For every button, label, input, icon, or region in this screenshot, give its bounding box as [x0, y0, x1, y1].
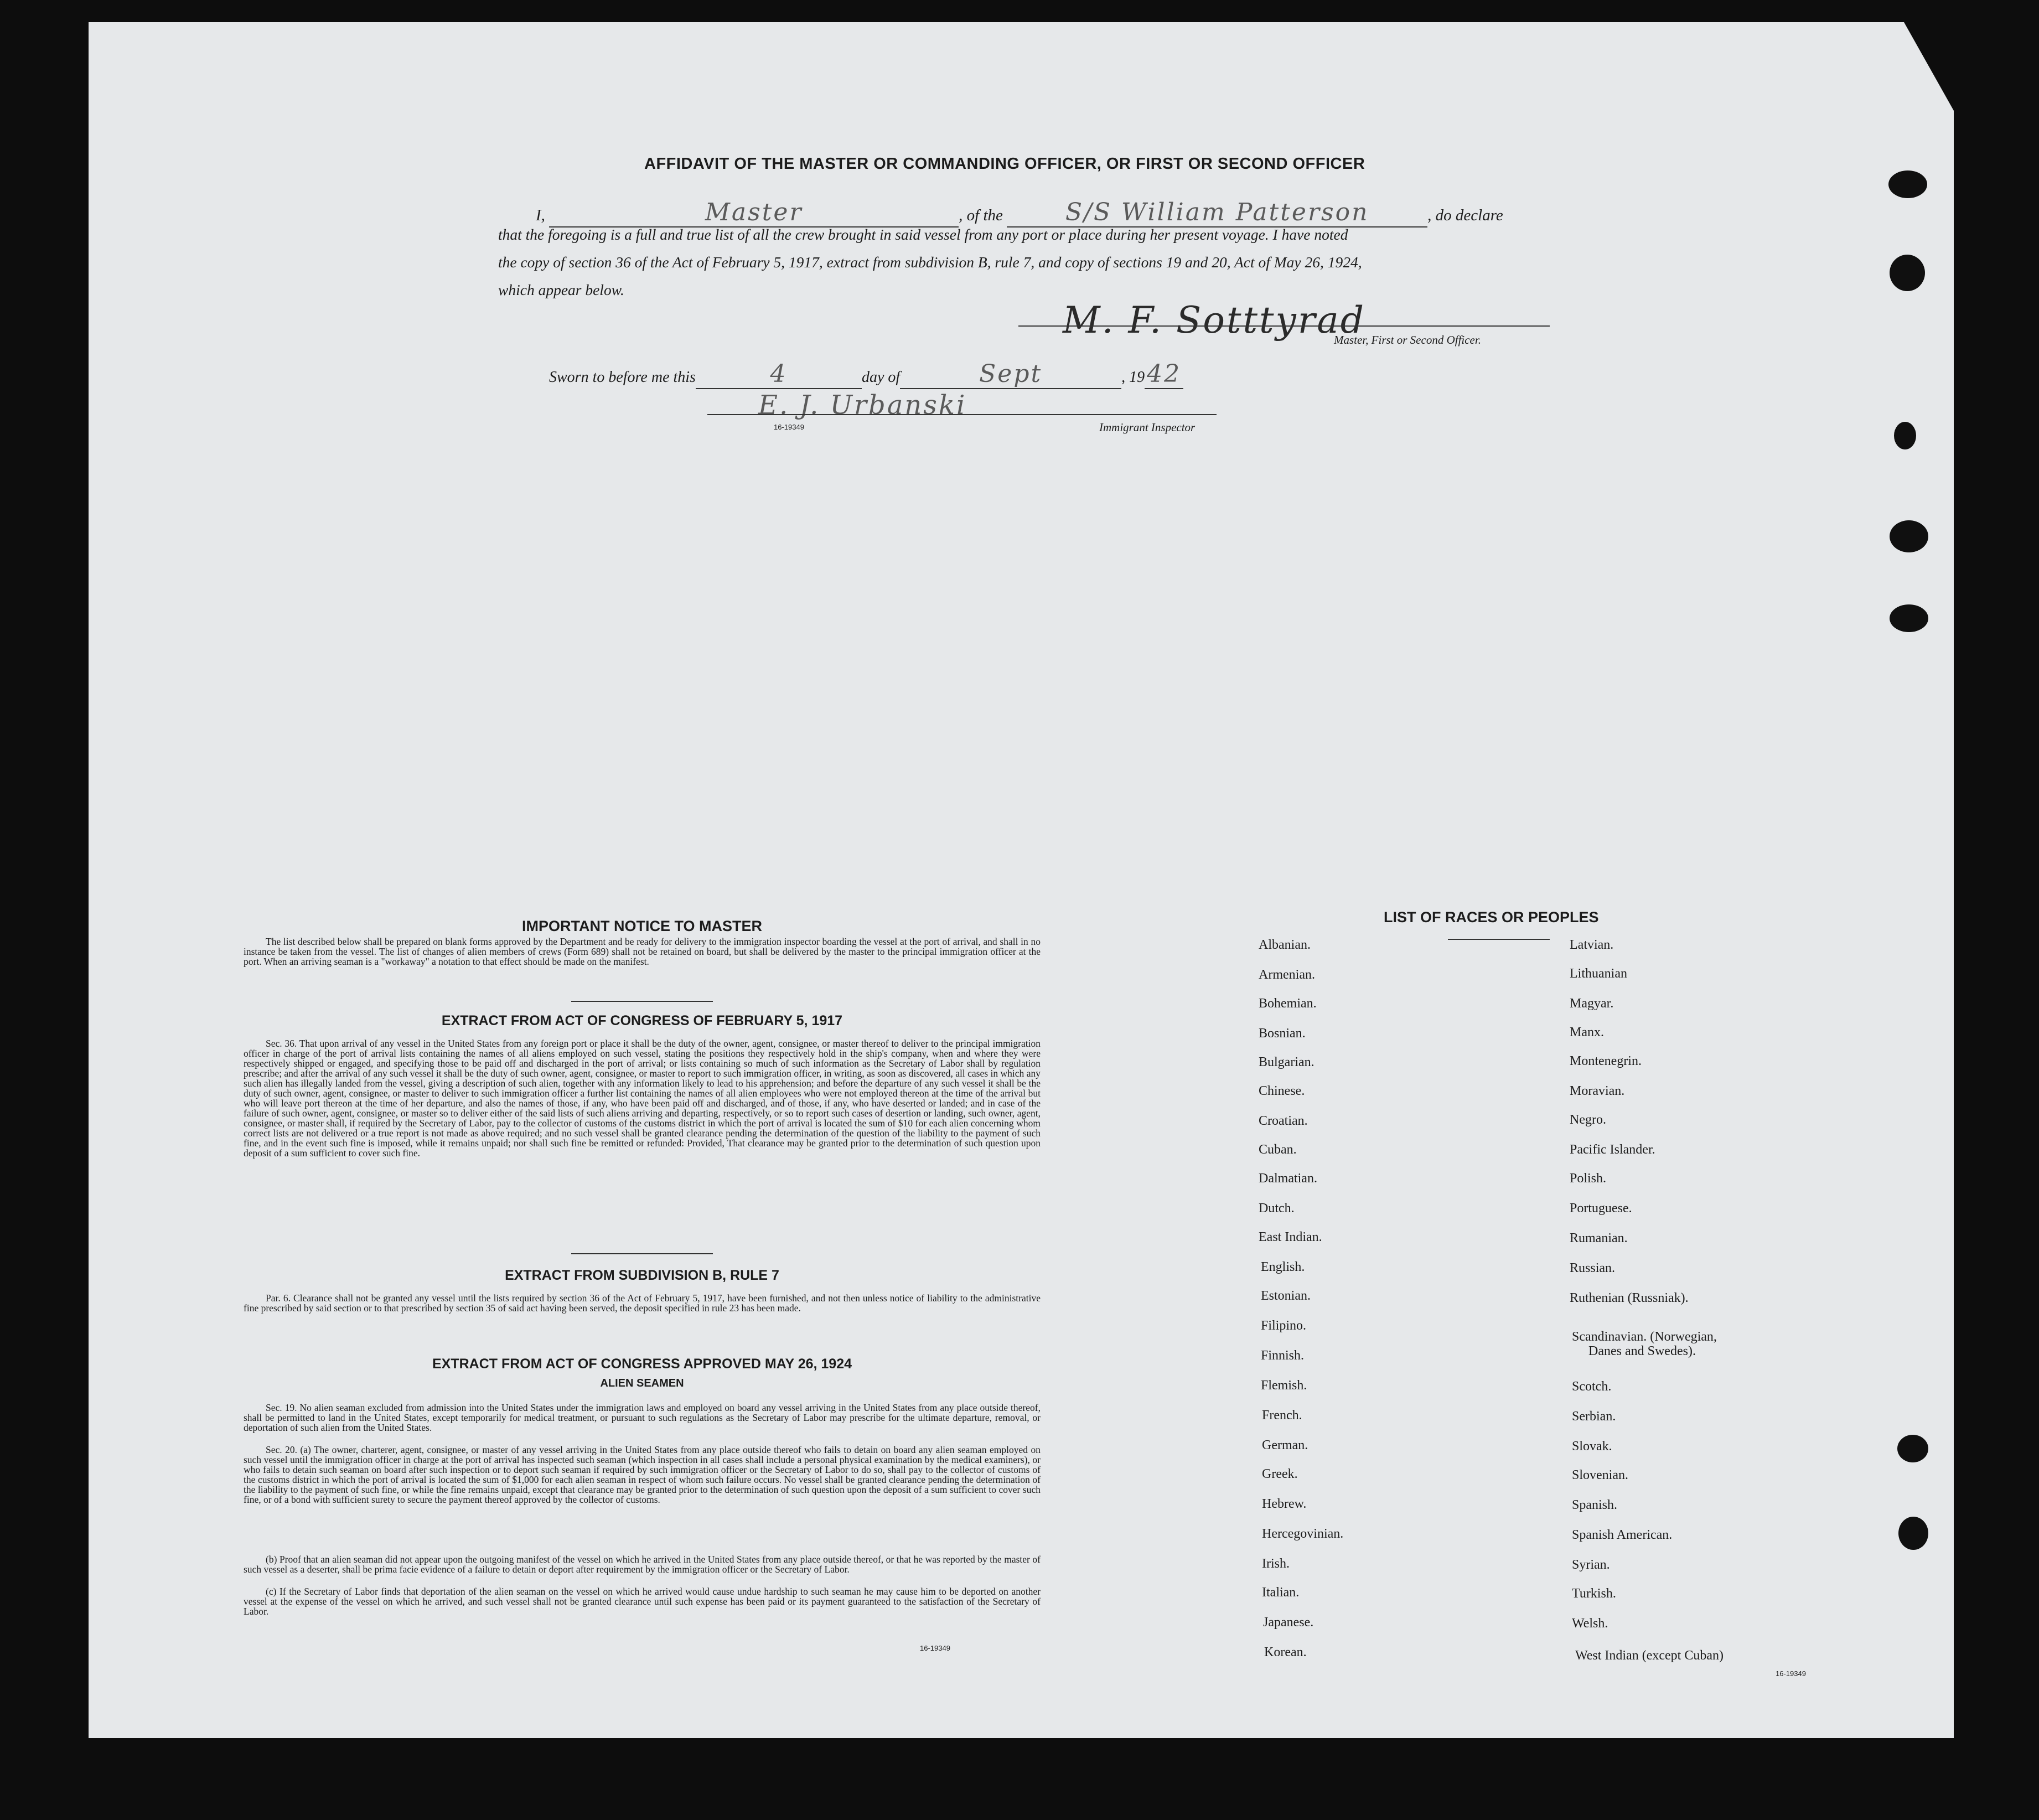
extract-rule7-text: Par. 6. Clearance shall not be granted any vessel until the lists required by section 36 of the Act of February 5, 1917, have been furnished, and not then unless notice of liability to the administrative fine prescribed by said section or to that prescribed by section 35 of said act having been served, the deposit specified in rule 23 has been made.	[244, 1292, 1041, 1314]
race-item: Filipino.	[1261, 1319, 1307, 1333]
race-item: Finnish.	[1261, 1348, 1305, 1363]
binder-hole	[1897, 1435, 1928, 1462]
notice-heading: IMPORTANT NOTICE TO MASTER	[522, 918, 762, 934]
extract-1917-text: Sec. 36. That upon arrival of any vessel in the United States from any foreign port or place it shall be the duty of the owner, agent, consignee, or master thereof to deliver to the principal immigration officer in charge of the port of arrival lists containing the names of all aliens employed on such vessel, stating the positions they respectively hold in the ship's company, when and where they were respectively shipped or engaged, and specifying those to be paid off and discharged in the port of arrival; or lists containing so much of such information as the Secretary of Labor shall by regulation prescribe; and after the arrival of any such vessel it shall be the duty of such owner, agent, consignee, or master to report to such immigration officer, in writing, as soon as discovered, all cases in which any such alien has illegally landed from the vessel, giving a description of such alien, together with any information likely to lead to his apprehension; and before the departure of any such vessel it shall be the duty of such owner, agent, consignee, or master to deliver to such immigration officer a further list containing the names of all alien employees who were not employed thereon at the time of the arrival but who will leave port thereon at the time of her departure, and also the names of those, if any, who have been paid off and discharged, and of those, if any, who have deserted or landed; and in case of the failure of such owner, agent, consignee, or master so to deliver either of the said lists of such aliens arriving and departing, respectively, or so to report such cases of desertion or landing, such owner, agent, consignee, or master shall, if required by the Secretary of Labor, pay to the collector of customs of the customs district in which the port of arrival is located the sum of $10 for each alien concerning whom correct lists are not delivered or a true report is not made as above required; and no such vessel shall be granted clearance pending the determination of the question of the liability to the payment of such fine, and in the event such fine is imposed, while it remains unpaid; nor shall such fine be remitted or refunded: Provided, That clearance may be granted prior to the determination of such question upon deposit of a sum sufficient to cover such fine.	[244, 1038, 1041, 1159]
race-item: Bulgarian.	[1259, 1055, 1315, 1069]
sworn-label: Sworn to before me this	[549, 369, 696, 386]
race-item: Pacific Islander.	[1570, 1142, 1655, 1157]
race-item: French.	[1262, 1408, 1302, 1423]
race-item: Irish.	[1262, 1557, 1290, 1571]
race-item: Lithuanian	[1570, 966, 1627, 981]
officer-caption: Master, First or Second Officer.	[1334, 333, 1481, 347]
month-handwriting: Sept	[979, 360, 1043, 388]
race-item: Korean.	[1264, 1645, 1307, 1659]
notice-text: The list described below shall be prepared on blank forms approved by the Department and be ready for delivery to the immigration inspector boarding the vessel at the port of arrival, and shall in no instance be taken from the vessel. The list of changes of alien members of crews (Form 689) shall not be retained on board, but shall be delivered by the master to the principal immigration officer at the port. When an arriving seaman is a "workaway" a notation to that effect should be made on the manifest.	[244, 936, 1041, 967]
race-item: Scotch.	[1572, 1379, 1612, 1394]
binder-hole	[1890, 604, 1928, 632]
day-of-label: day of	[861, 369, 901, 386]
i-label: I,	[536, 206, 545, 224]
declaration-line	[536, 198, 1503, 228]
race-item: Moravian.	[1570, 1084, 1625, 1098]
race-item: Slovenian.	[1572, 1468, 1628, 1482]
race-item: Spanish.	[1572, 1498, 1618, 1512]
rank-field	[549, 198, 959, 228]
binder-hole	[1890, 255, 1925, 291]
race-item: Japanese.	[1263, 1615, 1314, 1630]
race-item: Chinese.	[1259, 1084, 1305, 1098]
page-corner-cut	[1904, 22, 1954, 111]
race-item: Polish.	[1570, 1171, 1607, 1186]
race-item: Croatian.	[1259, 1114, 1308, 1128]
form-number-left: 16-19349	[920, 1644, 950, 1652]
inspector-caption: Immigrant Inspector	[1099, 421, 1196, 434]
race-item: Bosnian.	[1259, 1026, 1306, 1041]
binder-hole	[1898, 1517, 1928, 1550]
race-item: Rumanian.	[1570, 1231, 1628, 1245]
binder-hole	[1894, 422, 1916, 449]
race-item: Greek.	[1262, 1467, 1298, 1481]
declaration-body-1: that the foregoing is a full and true list of all the crew brought in said vessel from any port or place during her present voyage. I have noted	[498, 226, 1348, 243]
year-prefix: , 19	[1121, 369, 1145, 386]
sec-19-text: Sec. 19. No alien seaman excluded from admission into the United States under the immigration laws and employed on board any vessel arriving in the United States from any place outside thereof, shall be permitted to land in the United States, except temporarily for medical treatment, or pursuant to such regulations as the Secretary of Labor may prescribe for the ultimate departure, removal, or deportation of such alien from the United States.	[244, 1402, 1041, 1433]
document-page	[89, 22, 1954, 1738]
race-item: Estonian.	[1261, 1289, 1311, 1303]
race-item: Negro.	[1570, 1113, 1606, 1127]
race-item: Danes and Swedes).	[1588, 1344, 1696, 1358]
race-item: Dalmatian.	[1259, 1171, 1317, 1186]
sec-20b-text: (b) Proof that an alien seaman did not appear upon the outgoing manifest of the vessel on which he arrived in the United States from any place outside thereof, or that he was reported by the master of such vessel as a deserter, shall be prima facie evidence of a failure to detain or deport after requirement by the immigration officer or the Secretary of Labor.	[244, 1554, 1041, 1575]
race-item: Russian.	[1570, 1261, 1616, 1275]
year-handwriting: 42	[1147, 360, 1182, 388]
inspector-signature-line	[707, 414, 1217, 415]
extract-1924-heading: EXTRACT FROM ACT OF CONGRESS APPROVED MAY 26, 1924	[432, 1356, 852, 1372]
race-item: Portuguese.	[1570, 1201, 1632, 1216]
race-item: Italian.	[1262, 1585, 1300, 1600]
race-item: Syrian.	[1572, 1558, 1610, 1572]
sec-20c-text: (c) If the Secretary of Labor finds that deportation of the alien seaman on the vessel on which he arrived would cause undue hardship to such seaman he may cause him to be deported on another vessel at the expense of the vessel on which he arrived, and such vessel shall not be granted clearance until such expense has been paid or its payment guaranteed to the satisfaction of the Secretary of Labor.	[244, 1586, 1041, 1617]
alien-seamen-subheading: ALIEN SEAMEN	[600, 1377, 684, 1389]
race-item: Scandinavian. (Norwegian,	[1572, 1330, 1717, 1344]
race-item: Flemish.	[1261, 1378, 1307, 1393]
race-item: Cuban.	[1259, 1142, 1297, 1157]
race-item: Armenian.	[1259, 968, 1315, 982]
divider	[571, 1001, 713, 1002]
race-item: Montenegrin.	[1570, 1054, 1642, 1068]
sworn-line	[549, 360, 1183, 389]
officer-signature: M. F. Sotttyrad	[1063, 299, 1365, 342]
inspector-signature: E. J. Urbanski	[758, 390, 967, 421]
race-item: Serbian.	[1572, 1409, 1616, 1424]
rank-handwriting: Master	[705, 198, 803, 226]
vessel-handwriting: S/S William Patterson	[1065, 198, 1369, 226]
day-field	[696, 360, 862, 389]
affidavit-title: AFFIDAVIT OF THE MASTER OR COMMANDING OFFICER, OR FIRST OR SECOND OFFICER	[644, 155, 1365, 173]
day-handwriting: 4	[770, 360, 788, 388]
extract-rule7-heading: EXTRACT FROM SUBDIVISION B, RULE 7	[505, 1268, 779, 1283]
sec-20a-text: Sec. 20. (a) The owner, charterer, agent, consignee, or master of any vessel arriving in the United States from any place outside thereof who fails to detain on board any alien seaman employed on such vessel until the immigration officer in charge at the port of arrival has inspected such seaman (which inspection in all cases shall include a personal physical examination by the medical examiners), or who fails to detain such seaman on board after such inspection or to deport such seaman if required by such immigration officer or the Secretary of Labor to do so, shall pay to the collector of customs of the customs district in which the port of arrival is located the sum of $1,000 for each alien seaman in respect of whom such failure occurs. No vessel shall be granted clearance pending the determination of the liability to the payment of such fine, or while the fine remains unpaid, except that clearance may be granted prior to the determination of such question upon the deposit of a sum sufficient to cover such fine, or of a bond with sufficient surety to secure the payment thereof approved by the collector of customs.	[244, 1444, 1041, 1505]
race-item: German.	[1262, 1438, 1308, 1452]
race-item: Albanian.	[1259, 938, 1311, 952]
month-field	[900, 360, 1121, 389]
race-item: Hercegovinian.	[1262, 1527, 1344, 1541]
race-item: Welsh.	[1572, 1616, 1608, 1631]
race-item: Ruthenian (Russniak).	[1570, 1291, 1689, 1305]
vessel-field	[1007, 198, 1427, 228]
extract-1917-heading: EXTRACT FROM ACT OF CONGRESS OF FEBRUARY 5, 1917	[441, 1013, 843, 1028]
race-item: Dutch.	[1259, 1201, 1295, 1216]
race-item: English.	[1261, 1260, 1305, 1274]
binder-hole	[1888, 170, 1927, 198]
form-number-top: 16-19349	[774, 423, 804, 431]
race-item: Turkish.	[1572, 1586, 1616, 1601]
of-the-label: , of the	[959, 206, 1003, 224]
race-item: Manx.	[1570, 1025, 1604, 1040]
binder-hole	[1890, 520, 1928, 552]
race-item: Bohemian.	[1259, 996, 1317, 1011]
divider	[571, 1253, 713, 1254]
declaration-body-3: which appear below.	[498, 281, 624, 298]
race-item: East Indian.	[1259, 1230, 1322, 1244]
declaration-body-2: the copy of section 36 of the Act of February 5, 1917, extract from subdivision B, rule 7, and copy of sections 19 and 20, Act of May 26, 1924,	[498, 254, 1362, 271]
race-item: Spanish American.	[1572, 1528, 1673, 1542]
divider	[1448, 939, 1550, 940]
race-item: Hebrew.	[1262, 1497, 1307, 1511]
officer-signature-line	[1018, 325, 1550, 327]
do-declare-label: , do declare	[1427, 206, 1503, 224]
year-field	[1145, 360, 1183, 389]
races-title: LIST OF RACES OR PEOPLES	[1384, 909, 1599, 925]
race-item: Magyar.	[1570, 996, 1614, 1011]
race-item: Slovak.	[1572, 1439, 1612, 1454]
form-number-right: 16-19349	[1776, 1669, 1806, 1678]
race-item: Latvian.	[1570, 938, 1614, 952]
race-item: West Indian (except Cuban)	[1575, 1648, 1724, 1663]
